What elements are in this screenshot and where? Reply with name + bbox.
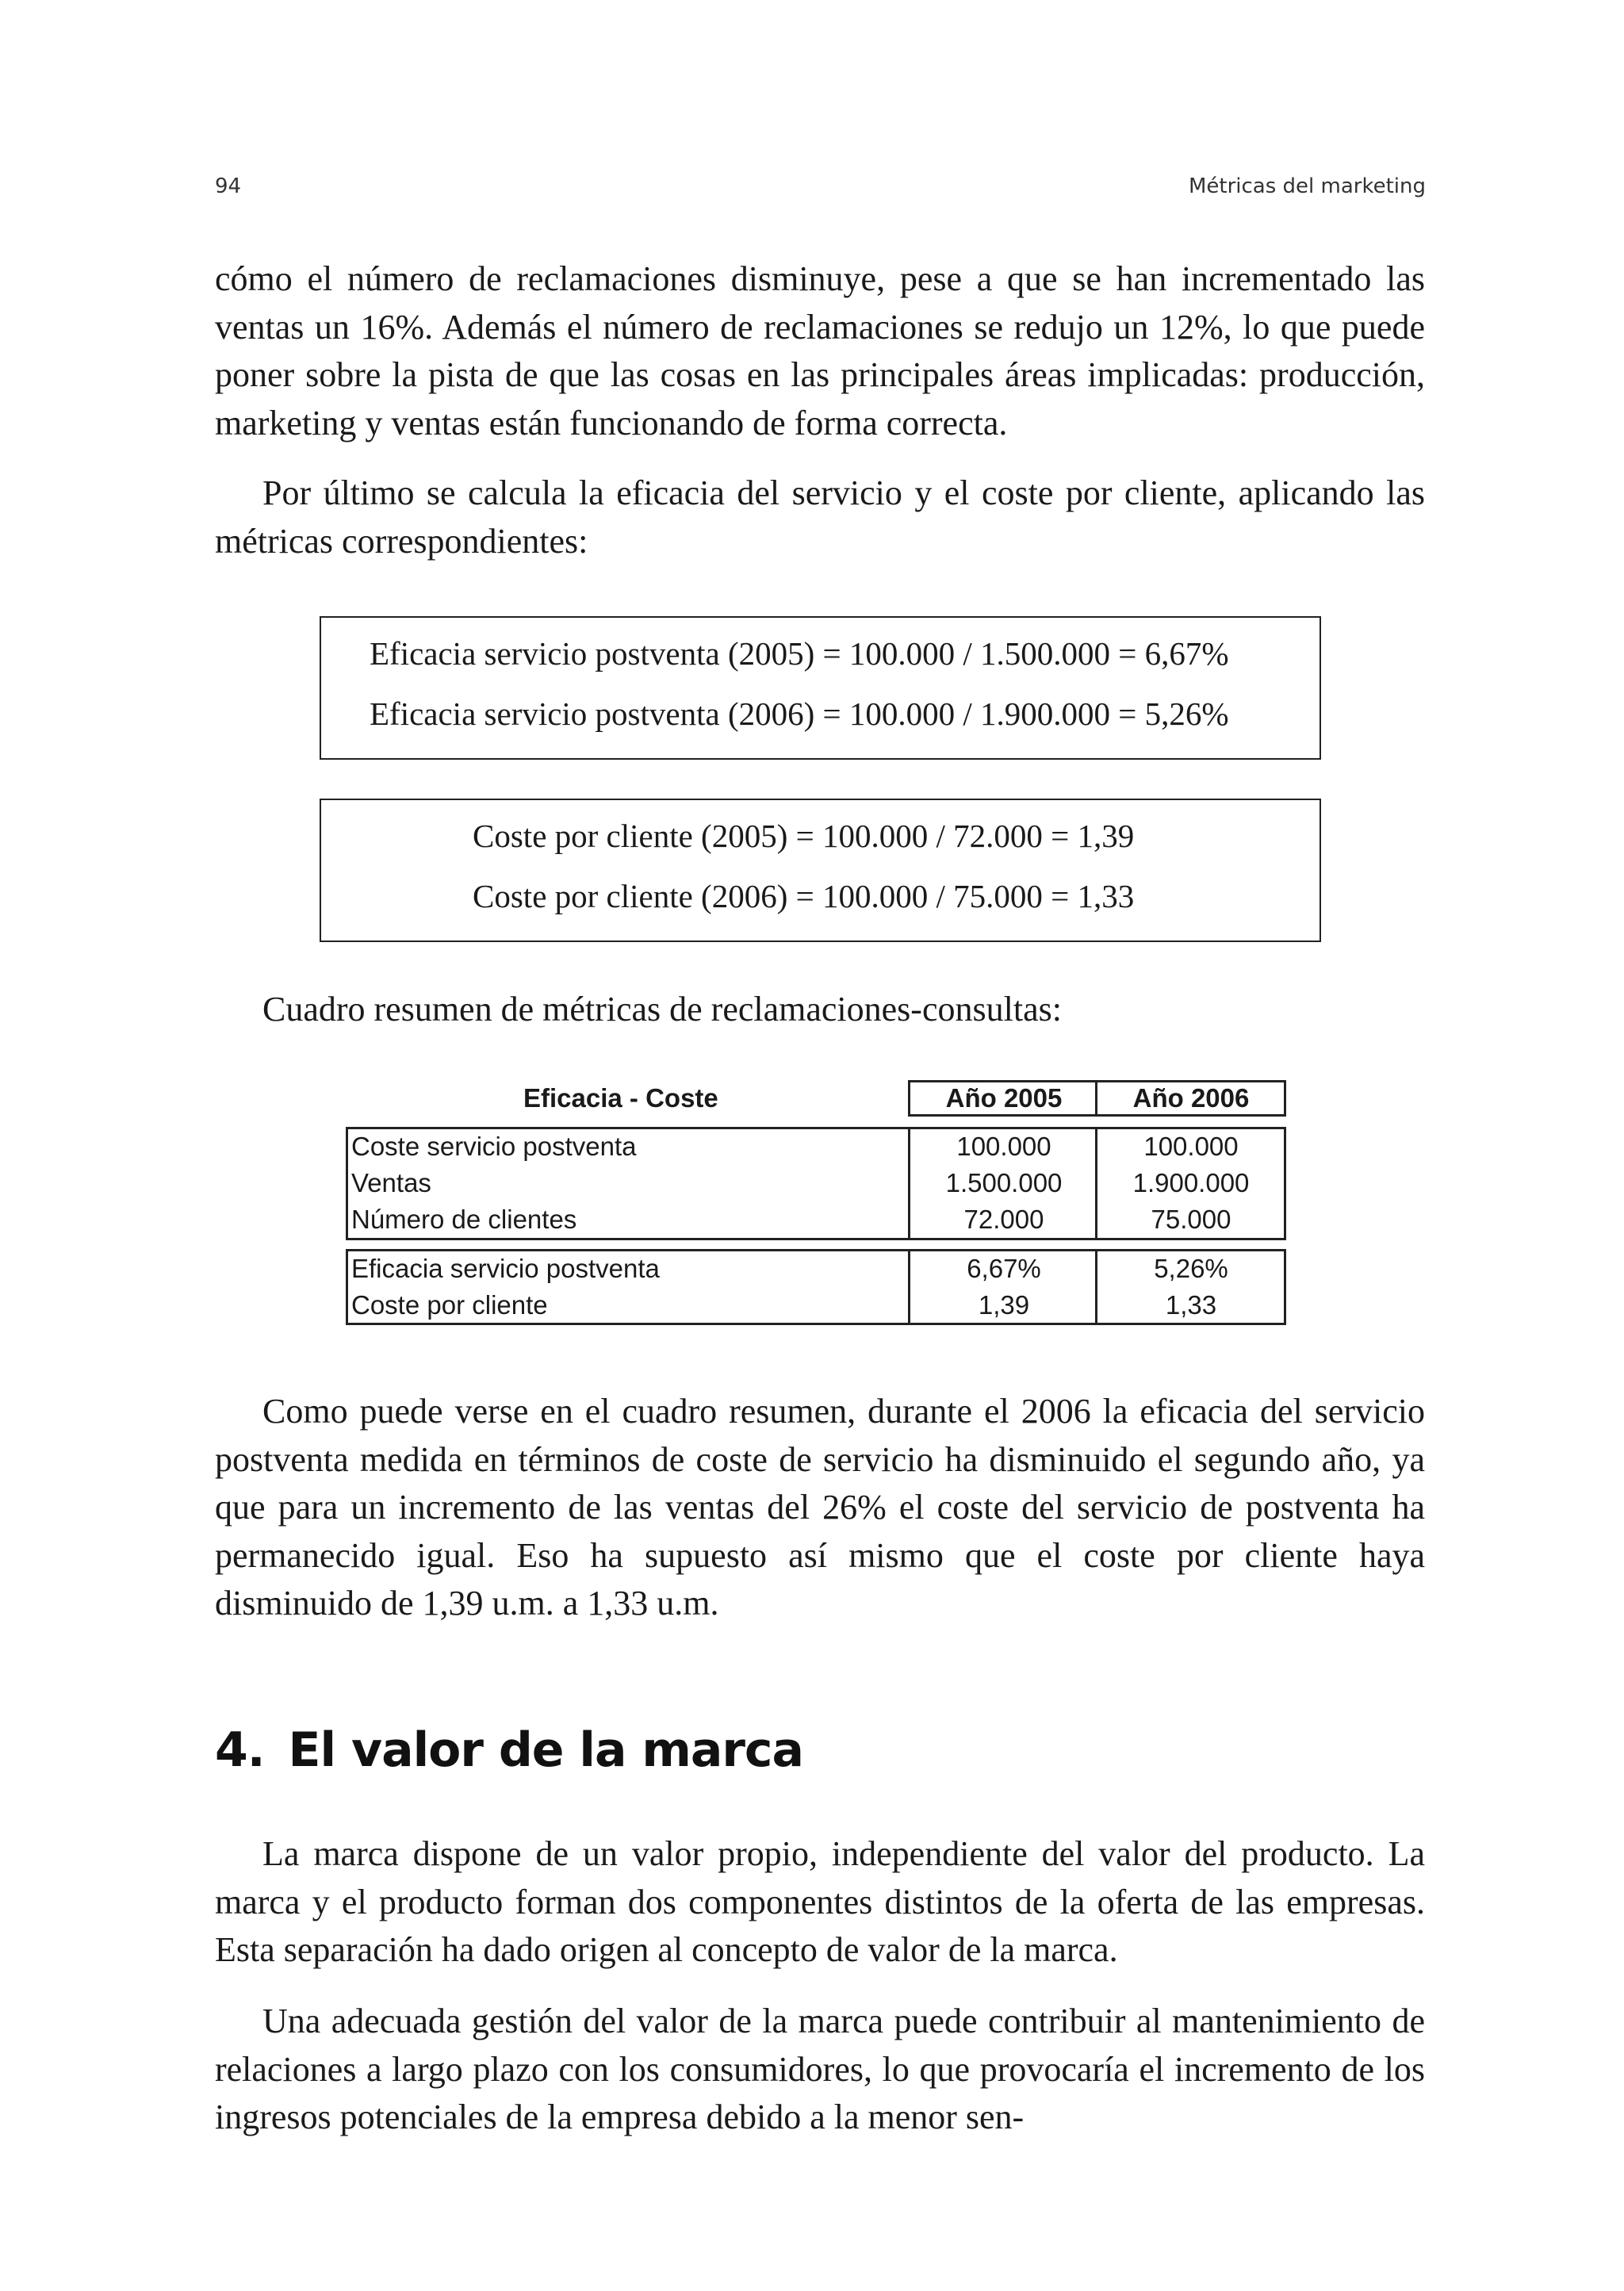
section-number: 4. [215, 1722, 265, 1778]
paragraph-summary-analysis: Como puede verse en el cuadro resumen, durante el 2006 la eficacia del servicio postventa medida en términos de coste de servicio ha disminuido el segundo año, ya que para un incremento de las ventas del 26% el coste del servicio de postventa ha permanecido igual. Eso ha supuesto así mismo que el coste por cliente haya disminuido de 1,39 u.m. a 1,33 u.m. [215, 1392, 1425, 1622]
paragraph-brand-management: Una adecuada gestión del valor de la marca puede contribuir al mantenimiento de relaciones a largo plazo con los consumidores, lo que provocaría el incremento de los ingresos potenciales de la empresa debido a la menor sen- [215, 2002, 1425, 2136]
formula-coste-2005: Coste por cliente (2005) = 100.000 / 72.000 = 1,39 [473, 818, 1135, 854]
section-title: El valor de la marca [288, 1722, 803, 1778]
running-title: Métricas del marketing [1188, 174, 1426, 198]
formula-eficacia-2005: Eficacia servicio postventa (2005) = 100.000 / 1.500.000 = 6,67% [370, 635, 1229, 672]
formula-coste-2006: Coste por cliente (2006) = 100.000 / 75.000 = 1,33 [473, 878, 1135, 914]
paragraph-metrics-intro: Por último se calcula la eficacia del servicio y el coste por cliente, aplicando las métricas correspondientes: [215, 473, 1425, 561]
paragraph-intro: cómo el número de reclamaciones disminuye, pese a que se han incrementado las ventas un 16%. Además el número de reclamaciones se redujo un 12%, lo que puede poner sobre la pista de que las cosas en las principales áreas implicadas: producción, marketing y ventas están funcionando de forma correcta. [215, 259, 1425, 442]
section-heading [215, 1722, 803, 1778]
column-header-2006: Año 2006 [1132, 1083, 1250, 1113]
paragraph-summary-intro: Cuadro resumen de métricas de reclamaciones-consultas: [262, 990, 1062, 1029]
page-number: 94 [215, 174, 242, 198]
table-title: Eficacia - Coste [523, 1083, 718, 1113]
formula-eficacia-2006: Eficacia servicio postventa (2006) = 100.000 / 1.900.000 = 5,26% [370, 695, 1229, 732]
column-header-2005: Año 2005 [945, 1083, 1063, 1113]
paragraph-brand-value: La marca dispone de un valor propio, independiente del valor del producto. La marca y el producto forman dos componentes distintos de la oferta de las empresas. Esta separación ha dado origen al concepto de valor de la marca. [215, 1834, 1425, 1969]
